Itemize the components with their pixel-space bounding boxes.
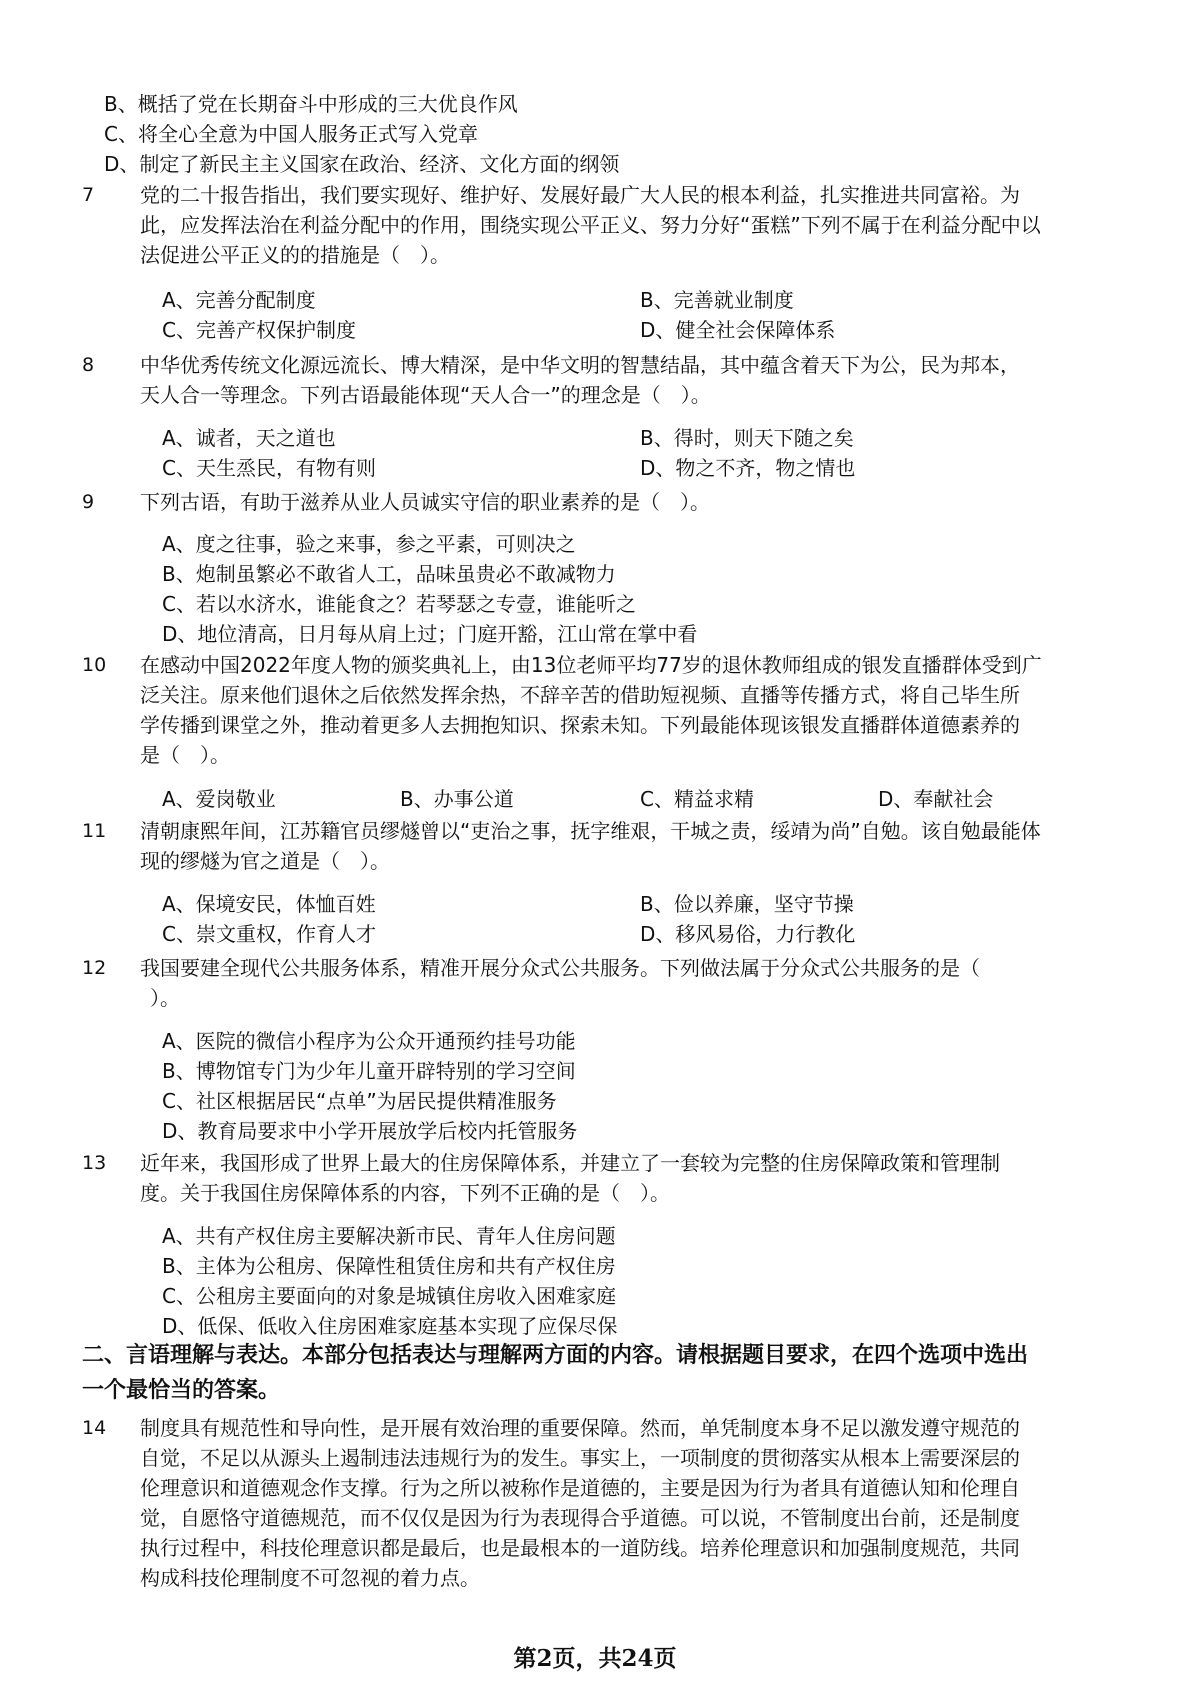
- q7-stem-line-3: 法促进公平正义的的措施是（ ）。: [140, 243, 450, 267]
- q7-stem-line-2: 此，应发挥法治在利益分配中的作用，围绕实现公平正义、努力分好“蛋糕”下列不属于在利益分配中以: [140, 213, 1041, 237]
- q9-option-d: D、地位清高，日月每从肩上过；门庭开豁，江山常在掌中看: [162, 622, 698, 646]
- q14-stem-line-5: 执行过程中，科技伦理意识都是最后，也是最根本的一道防线。培养伦理意识和加强制度规范，共同: [140, 1536, 1020, 1560]
- q7-option-c: C、完善产权保护制度: [162, 318, 356, 342]
- q11-number: 11: [82, 820, 107, 842]
- q13-option-a: A、共有产权住房主要解决新市民、青年人住房问题: [162, 1224, 616, 1248]
- q6-option-b: B、概括了党在长期奋斗中形成的三大优良作风: [104, 92, 518, 116]
- q14-stem-line-3: 伦理意识和道德观念作支撑。行为之所以被称作是道德的，主要是因为行为者具有道德认知和伦理自: [140, 1476, 1020, 1500]
- q11-option-c: C、崇文重权，作育人才: [162, 922, 376, 946]
- q14-stem-line-1: 制度具有规范性和导向性，是开展有效治理的重要保障。然而，单凭制度本身不足以激发遵守规范的: [140, 1416, 1020, 1440]
- q12-stem-line-1: 我国要建全现代公共服务体系，精准开展分众式公共服务。下列做法属于分众式公共服务的是（: [140, 956, 980, 980]
- q13-number: 13: [82, 1152, 107, 1174]
- q7-option-d: D、健全社会保障体系: [640, 318, 836, 342]
- q6-option-d: D、制定了新民主主义国家在政治、经济、文化方面的纲领: [104, 152, 620, 176]
- q13-option-c: C、公租房主要面向的对象是城镇住房收入困难家庭: [162, 1284, 616, 1308]
- q8-number: 8: [82, 354, 95, 376]
- q13-stem-line-2: 度。关于我国住房保障体系的内容，下列不正确的是（ ）。: [140, 1181, 670, 1205]
- q10-option-b: B、办事公道: [400, 787, 514, 811]
- q9-option-c: C、若以水济水，谁能食之？若琴瑟之专壹，谁能听之: [162, 592, 636, 616]
- page-footer: 第2页，共24页: [513, 1645, 677, 1672]
- q10-option-c: C、精益求精: [640, 787, 754, 811]
- q14-stem-line-4: 觉，自愿恪守道德规范，而不仅仅是因为行为表现得合乎道德。可以说，不管制度出台前，还是制度: [140, 1506, 1020, 1530]
- q13-option-d: D、低保、低收入住房困难家庭基本实现了应保尽保: [162, 1314, 618, 1338]
- q9-option-b: B、炮制虽繁必不敢省人工，品味虽贵必不敢减物力: [162, 562, 616, 586]
- q13-option-b: B、主体为公租房、保障性租赁住房和共有产权住房: [162, 1254, 616, 1278]
- q11-option-b: B、俭以养廉，坚守节操: [640, 892, 854, 916]
- q12-option-a: A、医院的微信小程序为公众开通预约挂号功能: [162, 1029, 576, 1053]
- q13-stem-line-1: 近年来，我国形成了世界上最大的住房保障体系，并建立了一套较为完整的住房保障政策和管理制: [140, 1151, 1000, 1175]
- q11-stem-line-2: 现的缪燧为官之道是（ ）。: [140, 849, 390, 873]
- section-2-heading-line-1: 二、言语理解与表达。本部分包括表达与理解两方面的内容。请根据题目要求，在四个选项中选出: [82, 1343, 1029, 1368]
- q14-number: 14: [82, 1417, 107, 1439]
- q10-option-a: A、爱岗敬业: [162, 787, 276, 811]
- q10-stem-line-4: 是（ ）。: [140, 743, 230, 767]
- q10-stem-line-1: 在感动中国2022年度人物的颁奖典礼上，由13位老师平均77岁的退休教师组成的银发直播群体受到广: [140, 653, 1042, 677]
- q8-option-b: B、得时，则天下随之矣: [640, 426, 854, 450]
- q14-stem-line-6: 构成科技伦理制度不可忽视的着力点。: [140, 1566, 480, 1590]
- q10-number: 10: [82, 654, 107, 676]
- q8-option-d: D、物之不齐，物之情也: [640, 456, 856, 480]
- q7-option-a: A、完善分配制度: [162, 288, 316, 312]
- q12-option-b: B、博物馆专门为少年儿童开辟特别的学习空间: [162, 1059, 576, 1083]
- q10-stem-line-2: 泛关注。原来他们退休之后依然发挥余热，不辞辛苦的借助短视频、直播等传播方式，将自己毕生所: [140, 683, 1020, 707]
- q9-option-a: A、度之往事，验之来事，参之平素，可则决之: [162, 532, 576, 556]
- section-2-heading-line-2: 一个最恰当的答案。: [82, 1378, 281, 1403]
- q9-stem-line-1: 下列古语，有助于滋养从业人员诚实守信的职业素养的是（ ）。: [140, 490, 710, 514]
- q11-option-d: D、移风易俗，力行教化: [640, 922, 856, 946]
- q11-option-a: A、保境安民，体恤百姓: [162, 892, 376, 916]
- q6-option-c: C、将全心全意为中国人服务正式写入党章: [104, 122, 478, 146]
- q10-stem-line-3: 学传播到课堂之外，推动着更多人去拥抱知识、探索未知。下列最能体现该银发直播群体道德素养的: [140, 713, 1020, 737]
- q9-number: 9: [82, 491, 95, 513]
- q8-stem-line-1: 中华优秀传统文化源远流长、博大精深，是中华文明的智慧结晶，其中蕴含着天下为公，民为邦本，: [140, 353, 1020, 377]
- q12-option-d: D、教育局要求中小学开展放学后校内托管服务: [162, 1119, 578, 1143]
- q7-option-b: B、完善就业制度: [640, 288, 794, 312]
- q8-option-a: A、诚者，天之道也: [162, 426, 336, 450]
- q7-number: 7: [82, 184, 95, 206]
- q12-option-c: C、社区根据居民“点单”为居民提供精准服务: [162, 1089, 557, 1113]
- q11-stem-line-1: 清朝康熙年间，江苏籍官员缪燧曾以“吏治之事，抚字维艰，干城之责，绥靖为尚”自勉。该自勉最能体: [140, 819, 1041, 843]
- q7-stem-line-1: 党的二十报告指出，我们要实现好、维护好、发展好最广大人民的根本利益，扎实推进共同富裕。为: [140, 183, 1020, 207]
- q12-number: 12: [82, 957, 107, 979]
- q8-stem-line-2: 天人合一等理念。下列古语最能体现“天人合一”的理念是（ ）。: [140, 383, 711, 407]
- q14-stem-line-2: 自觉，不足以从源头上遏制违法违规行为的发生。事实上，一项制度的贯彻落实从根本上需要深层的: [140, 1446, 1020, 1470]
- q12-stem-line-2: ）。: [150, 986, 180, 1010]
- q10-option-d: D、奉献社会: [878, 787, 994, 811]
- q8-option-c: C、天生烝民，有物有则: [162, 456, 376, 480]
